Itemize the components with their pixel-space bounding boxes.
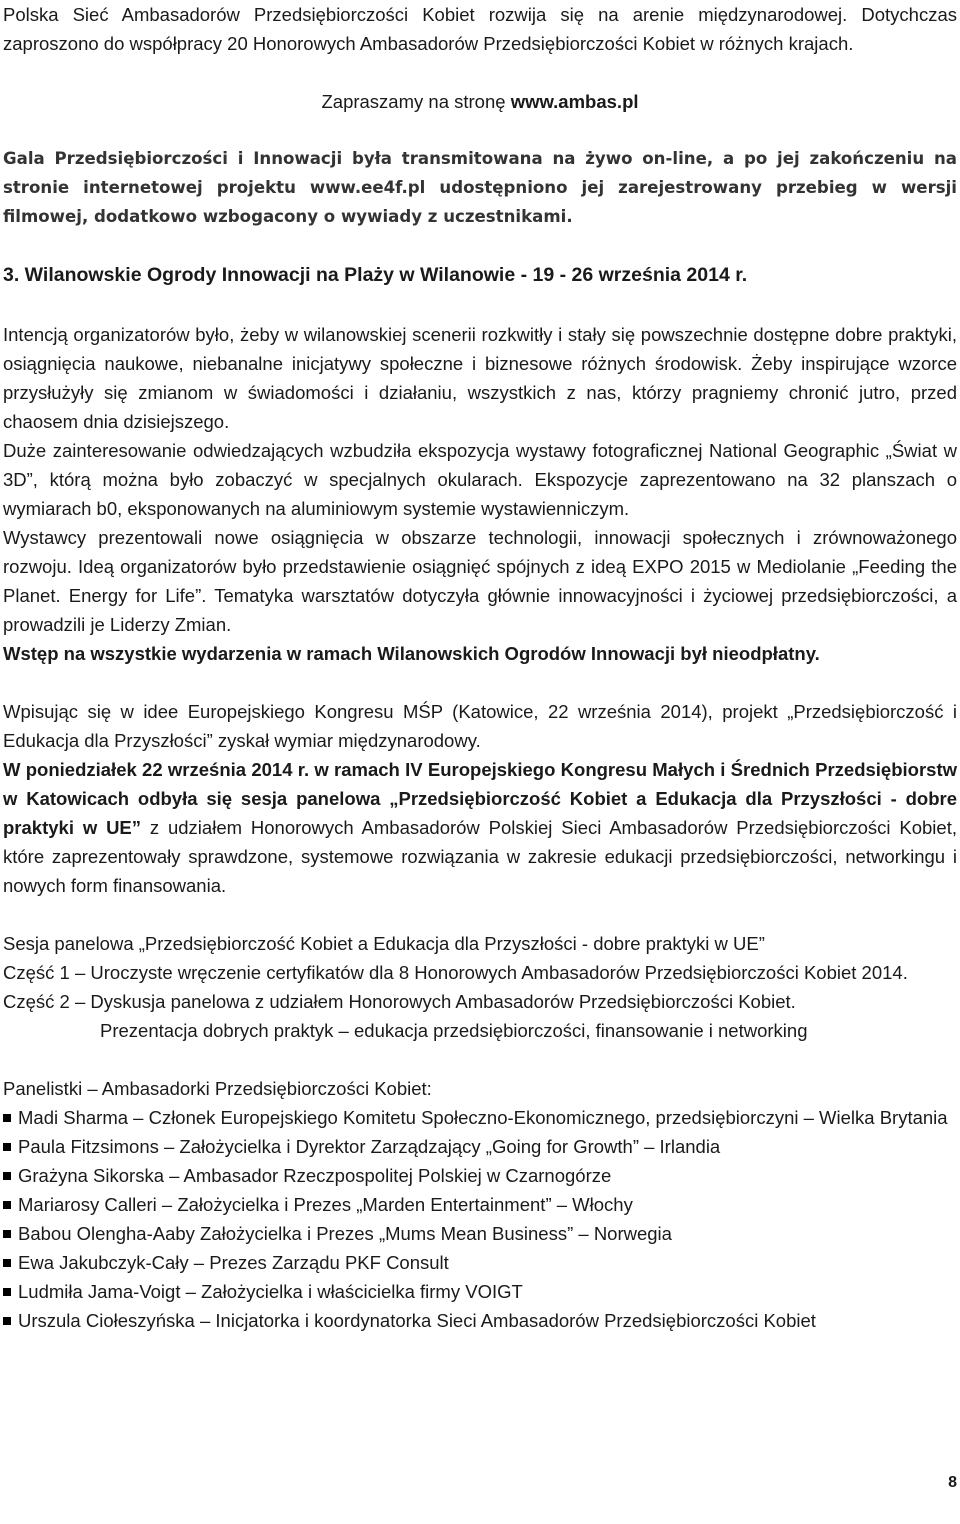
monday-date: W poniedziałek 22 września 2014 r.: [3, 759, 310, 780]
panelist-text: Babou Olengha-Aaby Założycielka i Prezes „Mums Mean Business” – Norwegia: [18, 1223, 672, 1244]
list-item: [3, 1190, 957, 1219]
panelist-text: Mariarosy Calleri – Założycielka i Prezes „Marden Entertainment” – Włochy: [18, 1194, 633, 1215]
list-item: [3, 1219, 957, 1248]
panelists-heading: Panelistki – Ambasadorki Przedsiębiorczości Kobiet:: [3, 1078, 432, 1099]
monday-congress: w ramach IV Europejskiego Kongresu Małych i Średnich Przedsiębiorstw w Katowicach odbyła się sesja panelowa: [3, 759, 958, 809]
panelists-list: [3, 1103, 957, 1335]
paragraph-free-entry: Wstęp na wszystkie wydarzenia w ramach Wilanowskich Ogrodów Innowacji był nieodpłatny.: [3, 643, 820, 664]
invite-text: Zapraszamy na stronę: [321, 91, 511, 112]
session-part-1: Część 1 – Uroczyste wręczenie certyfikatów dla 8 Honorowych Ambasadorów Przedsiębiorczości Kobiet 2014.: [3, 962, 908, 983]
paragraph-exhibitors: Wystawcy prezentowali nowe osiągnięcia w obszarze technologii, innowacji społecznych i zrównoważonego rozwoju. Ideą organizatorów było przedstawienie osiągnięć spójnych z ideą EXPO 2015 w Mediolanie „Feeding the Planet. Energy for Life”. Tematyka warsztatów dotyczyła głównie innowacyjności i życiowej przedsiębiorczości, a prowadzili je Liderzy Zmian.: [3, 527, 957, 635]
panelist-text: Ewa Jakubczyk-Cały – Prezes Zarządu PKF Consult: [18, 1252, 449, 1273]
square-bullet-icon: [3, 1143, 11, 1151]
square-bullet-icon: [3, 1230, 11, 1238]
panelist-text: Ludmiła Jama-Voigt – Założycielka i właścicielka firmy VOIGT: [18, 1281, 523, 1302]
square-bullet-icon: [3, 1288, 11, 1296]
panelist-text: Madi Sharma – Członek Europejskiego Komitetu Społeczno-Ekonomicznego, przedsiębiorczyni – Wielka Brytania: [18, 1107, 948, 1128]
panelist-text: Paula Fitzsimons – Założycielka i Dyrektor Zarządzający „Going for Growth” – Irlandia: [18, 1136, 721, 1157]
ambas-link[interactable]: www.ambas.pl: [510, 91, 639, 112]
session-part-2-sub: Prezentacja dobrych praktyk – edukacja przedsiębiorczości, finansowanie i networking: [100, 1020, 808, 1041]
panelist-text: Urszula Ciołeszyńska – Inicjatorka i koordynatorka Sieci Ambasadorów Przedsiębiorczości Kobiet: [18, 1310, 816, 1331]
page-number: 8: [948, 1474, 957, 1491]
paragraph-congress: Wpisując się w idee Europejskiego Kongresu MŚP (Katowice, 22 września 2014), projekt „Przedsiębiorczość i Edukacja dla Przyszłości” zyskał wymiar międzynarodowy.: [3, 701, 957, 751]
monday-session-title: „Przedsiębiorczość Kobiet a Edukacja dla Przyszłości - dobre praktyki w UE”: [3, 788, 958, 838]
section-3-heading: 3. Wilanowskie Ogrody Innowacji na Plaży w Wilanowie - 19 - 26 września 2014 r.: [3, 264, 748, 286]
paragraph-exhibition: Duże zainteresowanie odwiedzających wzbudziła ekspozycja wystawy fotograficznej National Geographic „Świat w 3D”, którą można było zobaczyć w specjalnych okularach. Ekspozycje zaprezentowano na 32 planszach o wymiarach b0, eksponowanych na aluminiowym systemie wystawienniczym.: [3, 440, 957, 519]
session-part-2: Część 2 – Dyskusja panelowa z udziałem Honorowych Ambasadorów Przedsiębiorczości Kobiet.: [3, 991, 796, 1012]
list-item: [3, 1103, 957, 1132]
paragraph-monday: [3, 755, 957, 900]
square-bullet-icon: [3, 1172, 11, 1180]
paragraph-intention: Intencją organizatorów było, żeby w wilanowskiej scenerii rozkwitły i stały się powszechnie dostępne dobre praktyki, osiągnięcia naukowe, niebanalne inicjatywy społeczne i biznesowe różnych środowisk. Żeby inspirujące wzorce przysłużyły się zmianom w świadomości i działaniu, wszystkich z nas, którzy pragniemy chronić jutro, przed chaosem dnia dzisiejszego.: [3, 324, 957, 432]
paragraph-gala: Gala Przedsiębiorczości i Innowacji była transmitowana na żywo on-line, a po jej zakończeniu na stronie internetowej projektu www.ee4f.pl udostępniono jej zarejestrowany przebieg w wersji filmowej, dodatkowo wzbogacony o wywiady z uczestnikami.: [3, 149, 957, 226]
list-item: [3, 1132, 957, 1161]
paragraph-intro-network: Polska Sieć Ambasadorów Przedsiębiorczości Kobiet rozwija się na arenie międzynarodowej. Dotychczas zaproszono do współpracy 20 Honorowych Ambasadorów Przedsiębiorczości Kobiet w różnych krajach.: [3, 4, 957, 54]
monday-rest: z udziałem Honorowych Ambasadorów Polskiej Sieci Ambasadorów Przedsiębiorczości Kobiet, które zaprezentowały sprawdzone, systemowe rozwiązania w zakresie edukacji przedsiębiorczości, networkingu i nowych form finansowania.: [3, 817, 957, 896]
list-item: [3, 1306, 957, 1335]
square-bullet-icon: [3, 1317, 11, 1325]
session-title: Sesja panelowa „Przedsiębiorczość Kobiet a Edukacja dla Przyszłości - dobre praktyki w UE”: [3, 933, 765, 954]
document-page: [3, 0, 957, 1335]
square-bullet-icon: [3, 1114, 11, 1122]
list-item: [3, 1277, 957, 1306]
list-item: [3, 1248, 957, 1277]
square-bullet-icon: [3, 1259, 11, 1267]
panelist-text: Grażyna Sikorska – Ambasador Rzeczpospolitej Polskiej w Czarnogórze: [18, 1165, 612, 1186]
list-item: [3, 1161, 957, 1190]
square-bullet-icon: [3, 1201, 11, 1209]
paragraph-invite: [3, 87, 957, 116]
